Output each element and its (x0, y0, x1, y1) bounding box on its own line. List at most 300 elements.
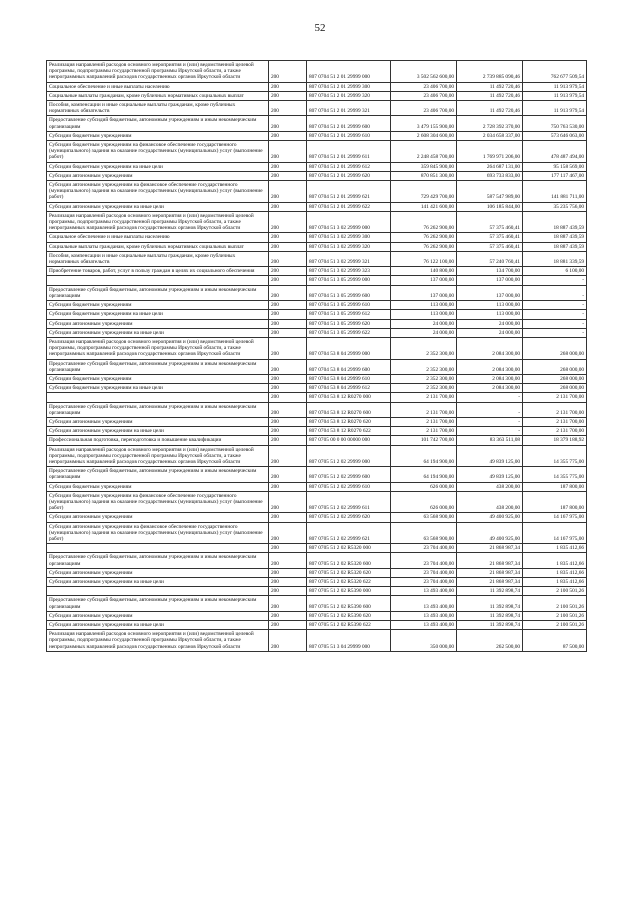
row-executed-amount: 134 700,00 (457, 267, 523, 276)
row-approved-amount: 13 493 400,00 (391, 596, 457, 611)
table-row (47, 101, 587, 116)
row-executed-amount: 11 392 898,74 (457, 587, 523, 596)
row-description: Субсидии автономным учреждениям на финансовое обеспечение государственного (муниципального) задания на оказание государственных (муниципальных) услуг (выполнение работ) (47, 522, 269, 544)
row-approved-amount: 350 000,00 (391, 630, 457, 652)
row-description: Социальные выплаты гражданам, кроме публичных нормативных социальных выплат (47, 242, 269, 251)
row-approved-amount: 2 131 700,00 (391, 402, 457, 417)
row-budget-code: 807 0705 51 2 02 R5390 622 (307, 621, 391, 630)
row-approved-amount: 76 122 100,00 (391, 251, 457, 266)
row-unexecuted-amount: 478 487 494,00 (523, 141, 587, 163)
table-row (47, 310, 587, 319)
page-number: 52 (314, 22, 326, 34)
row-line-code: 200 (269, 596, 307, 611)
row-budget-code: 807 0704 51 3 02 29999 321 (307, 251, 391, 266)
row-approved-amount: 2 352 300,00 (391, 374, 457, 383)
row-budget-code: 807 0704 51 3 05 29999 620 (307, 319, 391, 328)
row-description: Субсидии автономным учреждениям на иные цели (47, 202, 269, 211)
row-budget-code: 807 0704 51 3 02 29999 320 (307, 242, 391, 251)
row-executed-amount: 264 687 131,00 (457, 162, 523, 171)
row-executed-amount: 113 000,00 (457, 310, 523, 319)
table-row (47, 267, 587, 276)
row-line-code: 200 (269, 467, 307, 482)
row-line-code: 200 (269, 276, 307, 285)
row-line-code: 200 (269, 611, 307, 620)
row-budget-code: 807 0704 51 3 05 29999 600 (307, 285, 391, 300)
row-budget-code: 807 0704 53 8 04 29999 000 (307, 337, 391, 359)
row-executed-amount: 137 000,00 (457, 285, 523, 300)
row-unexecuted-amount: - (523, 310, 587, 319)
row-executed-amount: - (457, 427, 523, 436)
row-unexecuted-amount: 2 100 501,26 (523, 587, 587, 596)
row-approved-amount: 64 194 900,00 (391, 467, 457, 482)
row-approved-amount: 23 704 400,00 (391, 553, 457, 568)
row-description: Предоставление субсидий бюджетным, автономным учреждениям и иным некоммерческим организациям (47, 285, 269, 300)
row-description: Реализация направлений расходов основного мероприятия и (или) ведомственной целевой программы, подпрограммы государственной программы Иркутской области, а также непрограммных направлений расходов государственных органов Иркутской области (47, 445, 269, 467)
row-executed-amount: 57 375 460,41 (457, 233, 523, 242)
table-row (47, 611, 587, 620)
row-unexecuted-amount: 2 131 700,00 (523, 393, 587, 402)
row-approved-amount: 626 000,00 (391, 491, 457, 513)
row-budget-code: 807 0704 51 2 01 29999 622 (307, 202, 391, 211)
row-approved-amount: 137 000,00 (391, 285, 457, 300)
row-unexecuted-amount: 18 887 439,59 (523, 211, 587, 233)
row-line-code: 200 (269, 402, 307, 417)
row-approved-amount: 2 352 300,00 (391, 384, 457, 393)
row-description (47, 276, 269, 285)
row-budget-code: 807 0705 51 2 02 29999 600 (307, 467, 391, 482)
table-row (47, 596, 587, 611)
row-budget-code: 807 0704 53 8 12 R0270 622 (307, 427, 391, 436)
row-unexecuted-amount: 6 100,00 (523, 267, 587, 276)
row-budget-code: 807 0704 53 8 04 29999 612 (307, 384, 391, 393)
row-executed-amount: 2 084 300,00 (457, 359, 523, 374)
row-approved-amount: 23 704 400,00 (391, 544, 457, 553)
row-executed-amount: 49 839 125,00 (457, 467, 523, 482)
row-description: Субсидии бюджетным учреждениям на финансовое обеспечение государственного (муниципального) задания на оказание государственных (муниципальных) услуг (выполнение работ) (47, 141, 269, 163)
row-executed-amount: 2 728 392 370,00 (457, 116, 523, 131)
row-line-code: 200 (269, 482, 307, 491)
row-line-code: 200 (269, 101, 307, 116)
table-row (47, 393, 587, 402)
row-approved-amount: 101 742 700,00 (391, 436, 457, 445)
row-line-code: 200 (269, 417, 307, 426)
row-budget-code: 807 0705 51 2 02 R5320 620 (307, 568, 391, 577)
row-line-code: 200 (269, 211, 307, 233)
row-approved-amount: 140 800,00 (391, 267, 457, 276)
row-budget-code: 807 0704 51 2 01 29999 612 (307, 162, 391, 171)
table-row (47, 61, 587, 83)
row-executed-amount: - (457, 393, 523, 402)
row-budget-code: 807 0705 51 2 02 29999 000 (307, 445, 391, 467)
row-unexecuted-amount: 35 235 756,00 (523, 202, 587, 211)
table-row (47, 374, 587, 383)
row-budget-code: 807 0704 51 3 05 29999 610 (307, 301, 391, 310)
row-line-code: 200 (269, 82, 307, 91)
row-approved-amount: 76 262 900,00 (391, 233, 457, 242)
row-approved-amount: 76 262 900,00 (391, 242, 457, 251)
row-budget-code: 807 0705 51 2 02 R5390 620 (307, 611, 391, 620)
row-unexecuted-amount: 573 646 063,00 (523, 131, 587, 140)
row-unexecuted-amount: 87 500,00 (523, 630, 587, 652)
row-description: Субсидии автономным учреждениям на иные цели (47, 328, 269, 337)
row-unexecuted-amount: - (523, 319, 587, 328)
row-executed-amount: 106 185 844,00 (457, 202, 523, 211)
table-row (47, 285, 587, 300)
row-approved-amount: 2 352 300,00 (391, 359, 457, 374)
row-description: Субсидии бюджетным учреждениям (47, 131, 269, 140)
row-budget-code: 807 0704 51 3 05 29999 612 (307, 310, 391, 319)
row-executed-amount: - (457, 417, 523, 426)
row-budget-code: 807 0705 51 2 02 29999 621 (307, 522, 391, 544)
row-line-code: 200 (269, 171, 307, 180)
row-approved-amount: 2 608 304 600,00 (391, 131, 457, 140)
row-description: Предоставление субсидий бюджетным, автономным учреждениям и иным некоммерческим организациям (47, 553, 269, 568)
row-description: Субсидии автономным учреждениям на финансовое обеспечение государственного (муниципального) задания на оказание государственных (муниципальных) услуг (выполнение работ) (47, 181, 269, 203)
row-description: Предоставление субсидий бюджетным, автономным учреждениям и иным некоммерческим организациям (47, 402, 269, 417)
row-approved-amount: 626 000,00 (391, 482, 457, 491)
row-approved-amount: 113 000,00 (391, 301, 457, 310)
row-line-code: 200 (269, 630, 307, 652)
table-row (47, 359, 587, 374)
row-executed-amount: 1 769 971 206,00 (457, 141, 523, 163)
row-budget-code: 807 0704 51 3 02 29999 000 (307, 211, 391, 233)
row-line-code: 200 (269, 359, 307, 374)
row-budget-code: 807 0705 00 0 00 00000 000 (307, 436, 391, 445)
row-description: Приобретение товаров, работ, услуг в пользу граждан в целях их социального обеспечения (47, 267, 269, 276)
row-line-code: 200 (269, 141, 307, 163)
row-executed-amount: 49 839 125,00 (457, 445, 523, 467)
row-executed-amount: 21 868 987,34 (457, 544, 523, 553)
row-description: Субсидии автономным учреждениям (47, 319, 269, 328)
row-approved-amount: 23 406 700,00 (391, 101, 457, 116)
row-description: Пособия, компенсации и иные социальные выплаты гражданам, кроме публичных нормативных обязательств (47, 251, 269, 266)
row-line-code: 200 (269, 267, 307, 276)
table-row (47, 587, 587, 596)
row-budget-code: 807 0704 51 3 05 29999 622 (307, 328, 391, 337)
row-description: Профессиональная подготовка, переподготовка и повышение квалификации (47, 436, 269, 445)
table-row (47, 202, 587, 211)
table-row (47, 233, 587, 242)
row-executed-amount: 24 000,00 (457, 319, 523, 328)
row-unexecuted-amount: 2 131 700,00 (523, 417, 587, 426)
row-line-code: 200 (269, 131, 307, 140)
table-row (47, 491, 587, 513)
row-line-code: 200 (269, 319, 307, 328)
row-executed-amount: 693 733 833,00 (457, 171, 523, 180)
row-executed-amount: 49 400 925,00 (457, 522, 523, 544)
row-description: Реализация направлений расходов основного мероприятия и (или) ведомственной целевой программы, подпрограммы государственной программы Иркутской области, а также непрограммных направлений расходов государственных органов Иркутской области (47, 211, 269, 233)
row-budget-code: 807 0704 53 8 12 R0270 600 (307, 402, 391, 417)
row-description: Предоставление субсидий бюджетным, автономным учреждениям и иным некоммерческим организациям (47, 359, 269, 374)
row-unexecuted-amount: 141 881 711,00 (523, 181, 587, 203)
row-description (47, 587, 269, 596)
row-line-code: 200 (269, 233, 307, 242)
row-description: Субсидии автономным учреждениям (47, 568, 269, 577)
row-line-code: 200 (269, 202, 307, 211)
row-executed-amount: 438 200,00 (457, 491, 523, 513)
row-executed-amount: 11 492 720,46 (457, 91, 523, 100)
row-executed-amount: 57 375 460,41 (457, 211, 523, 233)
row-description: Субсидии автономным учреждениям (47, 171, 269, 180)
row-description: Реализация направлений расходов основного мероприятия и (или) ведомственной целевой программы, подпрограммы государственной программы Иркутской области, а также непрограммных направлений расходов государственных органов Иркутской области (47, 630, 269, 652)
row-approved-amount: 137 000,00 (391, 276, 457, 285)
row-executed-amount: 11 492 720,46 (457, 101, 523, 116)
row-executed-amount: 2 084 300,00 (457, 337, 523, 359)
row-description: Реализация направлений расходов основного мероприятия и (или) ведомственной целевой программы, подпрограммы государственной программы Иркутской области, а также непрограммных направлений расходов государственных органов Иркутской области (47, 337, 269, 359)
row-description: Предоставление субсидий бюджетным, автономным учреждениям и иным некоммерческим организациям (47, 116, 269, 131)
row-approved-amount: 3 479 155 900,00 (391, 116, 457, 131)
row-executed-amount: 21 868 987,34 (457, 578, 523, 587)
row-line-code: 200 (269, 587, 307, 596)
row-approved-amount: 23 704 400,00 (391, 568, 457, 577)
row-line-code: 200 (269, 337, 307, 359)
row-budget-code: 807 0704 51 2 01 29999 610 (307, 131, 391, 140)
budget-table (46, 60, 587, 652)
budget-table-body (47, 61, 587, 652)
row-approved-amount: 13 493 400,00 (391, 621, 457, 630)
row-approved-amount: 2 352 300,00 (391, 337, 457, 359)
row-budget-code: 807 0704 51 3 05 29999 000 (307, 276, 391, 285)
row-executed-amount: 24 000,00 (457, 328, 523, 337)
row-unexecuted-amount: 177 117 467,00 (523, 171, 587, 180)
row-approved-amount: 23 406 700,00 (391, 82, 457, 91)
row-approved-amount: 24 000,00 (391, 328, 457, 337)
row-executed-amount: 11 492 720,46 (457, 82, 523, 91)
row-line-code: 200 (269, 374, 307, 383)
table-row (47, 522, 587, 544)
table-row (47, 621, 587, 630)
row-executed-amount: 438 200,00 (457, 482, 523, 491)
table-row (47, 553, 587, 568)
table-row (47, 436, 587, 445)
row-approved-amount: 63 568 900,00 (391, 513, 457, 522)
row-executed-amount: 57 375 460,41 (457, 242, 523, 251)
row-description: Социальное обеспечение и иные выплаты населению (47, 82, 269, 91)
table-row (47, 181, 587, 203)
row-approved-amount: 3 502 562 600,00 (391, 61, 457, 83)
row-description: Субсидии автономным учреждениям на иные цели (47, 578, 269, 587)
row-description: Субсидии бюджетным учреждениям на иные цели (47, 310, 269, 319)
row-budget-code: 807 0704 51 2 01 29999 320 (307, 91, 391, 100)
row-executed-amount: 2 084 300,00 (457, 384, 523, 393)
row-unexecuted-amount: 2 100 501,26 (523, 611, 587, 620)
table-row (47, 251, 587, 266)
table-row (47, 242, 587, 251)
row-budget-code: 807 0704 53 8 12 R0270 620 (307, 417, 391, 426)
row-unexecuted-amount: 268 000,00 (523, 337, 587, 359)
row-executed-amount: 262 500,00 (457, 630, 523, 652)
row-budget-code: 807 0705 51 2 02 R5320 000 (307, 544, 391, 553)
row-unexecuted-amount: - (523, 276, 587, 285)
row-approved-amount: 23 406 700,00 (391, 91, 457, 100)
row-unexecuted-amount: 1 835 412,66 (523, 553, 587, 568)
row-description: Субсидии автономным учреждениям (47, 417, 269, 426)
table-row (47, 171, 587, 180)
row-description: Социальные выплаты гражданам, кроме публичных нормативных социальных выплат (47, 91, 269, 100)
table-row (47, 445, 587, 467)
table-row (47, 417, 587, 426)
row-line-code: 200 (269, 393, 307, 402)
table-row (47, 544, 587, 553)
row-description: Субсидии автономным учреждениям (47, 611, 269, 620)
row-executed-amount: 57 240 760,41 (457, 251, 523, 266)
row-approved-amount: 2 131 700,00 (391, 393, 457, 402)
row-approved-amount: 13 493 400,00 (391, 587, 457, 596)
row-line-code: 200 (269, 181, 307, 203)
row-budget-code: 807 0704 51 2 01 29999 620 (307, 171, 391, 180)
row-budget-code: 807 0704 51 2 01 29999 300 (307, 82, 391, 91)
row-approved-amount: 24 000,00 (391, 319, 457, 328)
row-executed-amount: 83 363 511,08 (457, 436, 523, 445)
row-unexecuted-amount: 14 167 975,00 (523, 513, 587, 522)
row-unexecuted-amount: 1 835 412,66 (523, 578, 587, 587)
row-description: Реализация направлений расходов основного мероприятия и (или) ведомственной целевой программы, подпрограммы государственной программы Иркутской области, а также непрограммных направлений расходов государственных органов Иркутской области (47, 61, 269, 83)
row-line-code: 200 (269, 436, 307, 445)
row-executed-amount: 11 392 898,74 (457, 611, 523, 620)
row-unexecuted-amount: 750 763 530,00 (523, 116, 587, 131)
row-executed-amount: - (457, 402, 523, 417)
row-approved-amount: 359 845 900,00 (391, 162, 457, 171)
row-unexecuted-amount: 187 800,00 (523, 491, 587, 513)
table-row (47, 467, 587, 482)
row-executed-amount: 587 547 989,00 (457, 181, 523, 203)
row-approved-amount: 2 248 458 700,00 (391, 141, 457, 163)
row-description (47, 544, 269, 553)
row-line-code: 200 (269, 285, 307, 300)
row-line-code: 200 (269, 310, 307, 319)
table-row (47, 162, 587, 171)
row-description: Субсидии бюджетным учреждениям (47, 482, 269, 491)
row-executed-amount: 2 034 658 337,00 (457, 131, 523, 140)
row-unexecuted-amount: 268 000,00 (523, 359, 587, 374)
row-description: Пособия, компенсации и иные социальные выплаты гражданам, кроме публичных нормативных обязательств (47, 101, 269, 116)
row-line-code: 200 (269, 384, 307, 393)
row-line-code: 200 (269, 445, 307, 467)
table-row (47, 116, 587, 131)
row-line-code: 200 (269, 251, 307, 266)
row-line-code: 200 (269, 522, 307, 544)
row-budget-code: 807 0705 51 2 02 29999 610 (307, 482, 391, 491)
row-budget-code: 807 0705 51 2 02 R5320 622 (307, 578, 391, 587)
table-row (47, 482, 587, 491)
row-description: Субсидии автономным учреждениям на иные цели (47, 621, 269, 630)
row-budget-code: 807 0705 51 2 02 29999 620 (307, 513, 391, 522)
row-description: Субсидии бюджетным учреждениям (47, 374, 269, 383)
row-unexecuted-amount: - (523, 301, 587, 310)
row-unexecuted-amount: 2 100 501,26 (523, 621, 587, 630)
row-line-code: 200 (269, 513, 307, 522)
row-line-code: 200 (269, 301, 307, 310)
row-approved-amount: 141 421 600,00 (391, 202, 457, 211)
row-budget-code: 807 0704 51 2 01 29999 621 (307, 181, 391, 203)
row-unexecuted-amount: 14 167 975,00 (523, 522, 587, 544)
row-budget-code: 807 0705 51 3 04 29999 000 (307, 630, 391, 652)
row-description (47, 393, 269, 402)
row-executed-amount: 11 392 898,74 (457, 596, 523, 611)
row-executed-amount: 2 084 300,00 (457, 374, 523, 383)
table-row (47, 513, 587, 522)
row-unexecuted-amount: 2 100 501,26 (523, 596, 587, 611)
row-budget-code: 807 0705 51 2 02 R5390 000 (307, 587, 391, 596)
row-unexecuted-amount: 1 835 412,66 (523, 568, 587, 577)
row-line-code: 200 (269, 621, 307, 630)
row-line-code: 200 (269, 328, 307, 337)
row-line-code: 200 (269, 61, 307, 83)
row-unexecuted-amount: 1 835 412,66 (523, 544, 587, 553)
row-unexecuted-amount: 187 800,00 (523, 482, 587, 491)
table-row (47, 141, 587, 163)
row-line-code: 200 (269, 427, 307, 436)
row-executed-amount: 11 392 898,74 (457, 621, 523, 630)
row-description: Субсидии автономным учреждениям на иные цели (47, 427, 269, 436)
row-budget-code: 807 0705 51 2 02 R5320 600 (307, 553, 391, 568)
table-row (47, 402, 587, 417)
row-line-code: 200 (269, 162, 307, 171)
row-unexecuted-amount: 95 158 569,00 (523, 162, 587, 171)
row-unexecuted-amount: - (523, 285, 587, 300)
row-unexecuted-amount: 18 887 439,59 (523, 242, 587, 251)
row-description: Социальное обеспечение и иные выплаты населению (47, 233, 269, 242)
row-budget-code: 807 0705 51 2 02 29999 611 (307, 491, 391, 513)
row-approved-amount: 64 194 900,00 (391, 445, 457, 467)
table-row (47, 337, 587, 359)
row-line-code: 200 (269, 568, 307, 577)
row-budget-code: 807 0704 51 2 01 29999 600 (307, 116, 391, 131)
row-unexecuted-amount: 11 913 979,54 (523, 91, 587, 100)
row-executed-amount: 137 000,00 (457, 276, 523, 285)
row-unexecuted-amount: 762 677 509,54 (523, 61, 587, 83)
row-executed-amount: 21 868 987,34 (457, 553, 523, 568)
row-unexecuted-amount: 11 913 979,54 (523, 82, 587, 91)
row-budget-code: 807 0704 51 2 01 29999 321 (307, 101, 391, 116)
row-approved-amount: 23 704 400,00 (391, 578, 457, 587)
row-unexecuted-amount: 14 355 775,00 (523, 445, 587, 467)
row-description: Субсидии бюджетным учреждениям на иные цели (47, 162, 269, 171)
row-line-code: 200 (269, 242, 307, 251)
row-budget-code: 807 0704 51 3 02 29999 300 (307, 233, 391, 242)
row-budget-code: 807 0704 53 8 12 R0270 000 (307, 393, 391, 402)
row-approved-amount: 13 493 400,00 (391, 611, 457, 620)
row-line-code: 200 (269, 578, 307, 587)
row-line-code: 200 (269, 491, 307, 513)
table-row (47, 82, 587, 91)
table-row (47, 578, 587, 587)
row-line-code: 200 (269, 91, 307, 100)
table-row (47, 131, 587, 140)
row-approved-amount: 2 131 700,00 (391, 427, 457, 436)
row-approved-amount: 2 131 700,00 (391, 417, 457, 426)
row-executed-amount: 21 868 987,34 (457, 568, 523, 577)
row-description: Субсидии бюджетным учреждениям на иные цели (47, 384, 269, 393)
row-description: Субсидии бюджетным учреждениям (47, 301, 269, 310)
row-budget-code: 807 0704 51 3 02 29999 323 (307, 267, 391, 276)
row-unexecuted-amount: 18 887 439,59 (523, 233, 587, 242)
row-budget-code: 807 0704 51 2 01 29999 000 (307, 61, 391, 83)
row-executed-amount: 2 739 885 090,46 (457, 61, 523, 83)
row-unexecuted-amount: 18 379 188,92 (523, 436, 587, 445)
row-budget-code: 807 0705 51 2 02 R5390 600 (307, 596, 391, 611)
table-row (47, 211, 587, 233)
table-row (47, 568, 587, 577)
row-description: Предоставление субсидий бюджетным, автономным учреждениям и иным некоммерческим организациям (47, 467, 269, 482)
row-line-code: 200 (269, 553, 307, 568)
table-row (47, 319, 587, 328)
table-row (47, 384, 587, 393)
row-unexecuted-amount: 268 000,00 (523, 374, 587, 383)
row-approved-amount: 76 262 900,00 (391, 211, 457, 233)
table-row (47, 328, 587, 337)
table-row (47, 91, 587, 100)
